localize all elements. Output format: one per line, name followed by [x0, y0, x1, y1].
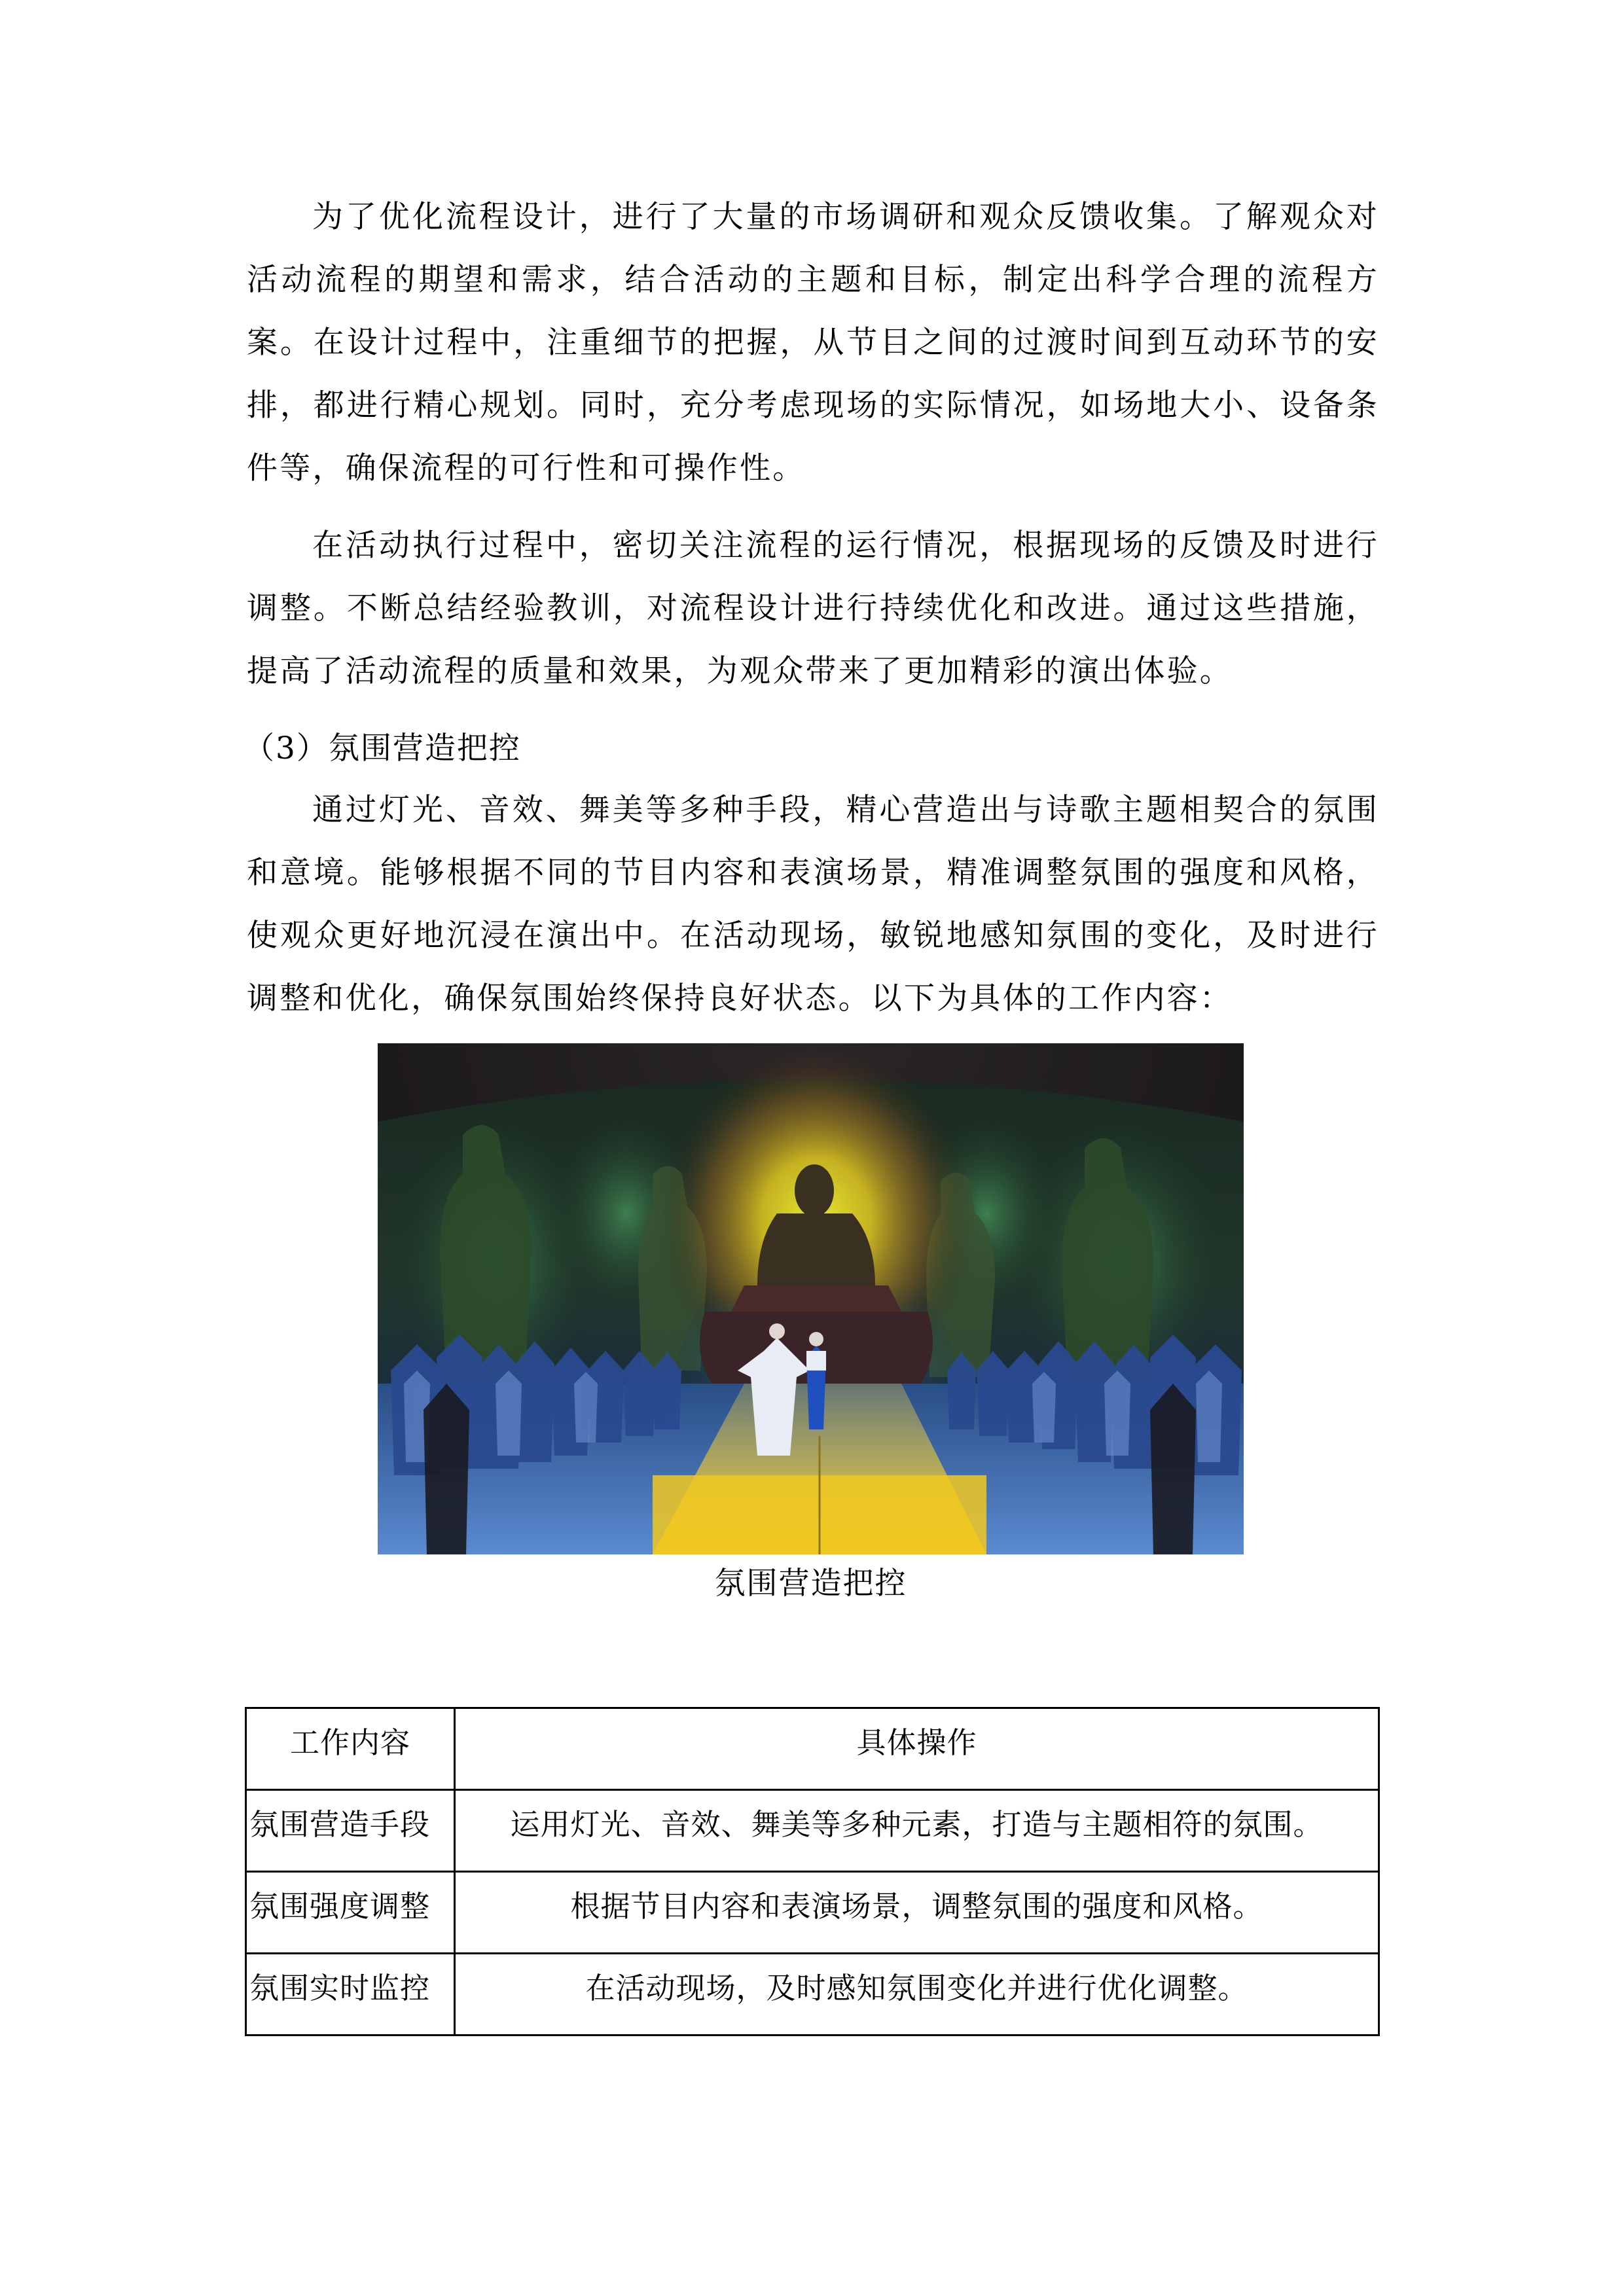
work-content-table	[245, 1707, 1380, 2036]
photo-illustration	[378, 1043, 1244, 1554]
cell-operation: 运用灯光、音效、舞美等多种元素，打造与主题相符的氛围。	[455, 1790, 1379, 1872]
cell-work-item: 氛围强度调整	[246, 1872, 455, 1954]
stage-performance-photo	[378, 1043, 1244, 1554]
paragraph-process-design: 为了优化流程设计，进行了大量的市场调研和观众反馈收集。了解观众对活动流程的期望和需求，结合活动的主题和目标，制定出科学合理的流程方案。在设计过程中，注重细节的把握，从节目之间的过渡时间到互动环节的安排，都进行精心规划。同时，充分考虑现场的实际情况，如场地大小、设备条件等，确保流程的可行性和可操作性。	[247, 199, 1379, 486]
header-work-content: 工作内容	[246, 1708, 455, 1790]
table-row	[246, 1790, 1379, 1872]
figure-caption: 氛围营造把控	[714, 1566, 907, 1602]
table-row	[246, 1954, 1379, 2036]
table-header-row	[246, 1708, 1379, 1790]
cell-operation: 根据节目内容和表演场景，调整氛围的强度和风格。	[455, 1872, 1379, 1954]
header-specific-operation: 具体操作	[455, 1708, 1379, 1790]
cell-work-item: 氛围实时监控	[246, 1954, 455, 2036]
cell-work-item: 氛围营造手段	[246, 1790, 455, 1872]
paragraph-process-execution: 在活动执行过程中，密切关注流程的运行情况，根据现场的反馈及时进行调整。不断总结经验教训，对流程设计进行持续优化和改进。通过这些措施，提高了活动流程的质量和效果，为观众带来了更加精彩的演出体验。	[247, 528, 1379, 689]
cell-operation: 在活动现场，及时感知氛围变化并进行优化调整。	[455, 1954, 1379, 2036]
section-heading: （3）氛围营造把控	[244, 730, 521, 766]
table-row	[246, 1872, 1379, 1954]
paragraph-atmosphere: 通过灯光、音效、舞美等多种手段，精心营造出与诗歌主题相契合的氛围和意境。能够根据不同的节目内容和表演场景，精准调整氛围的强度和风格，使观众更好地沉浸在演出中。在活动现场，敏锐地感知氛围的变化，及时进行调整和优化，确保氛围始终保持良好状态。以下为具体的工作内容：	[247, 792, 1379, 1016]
